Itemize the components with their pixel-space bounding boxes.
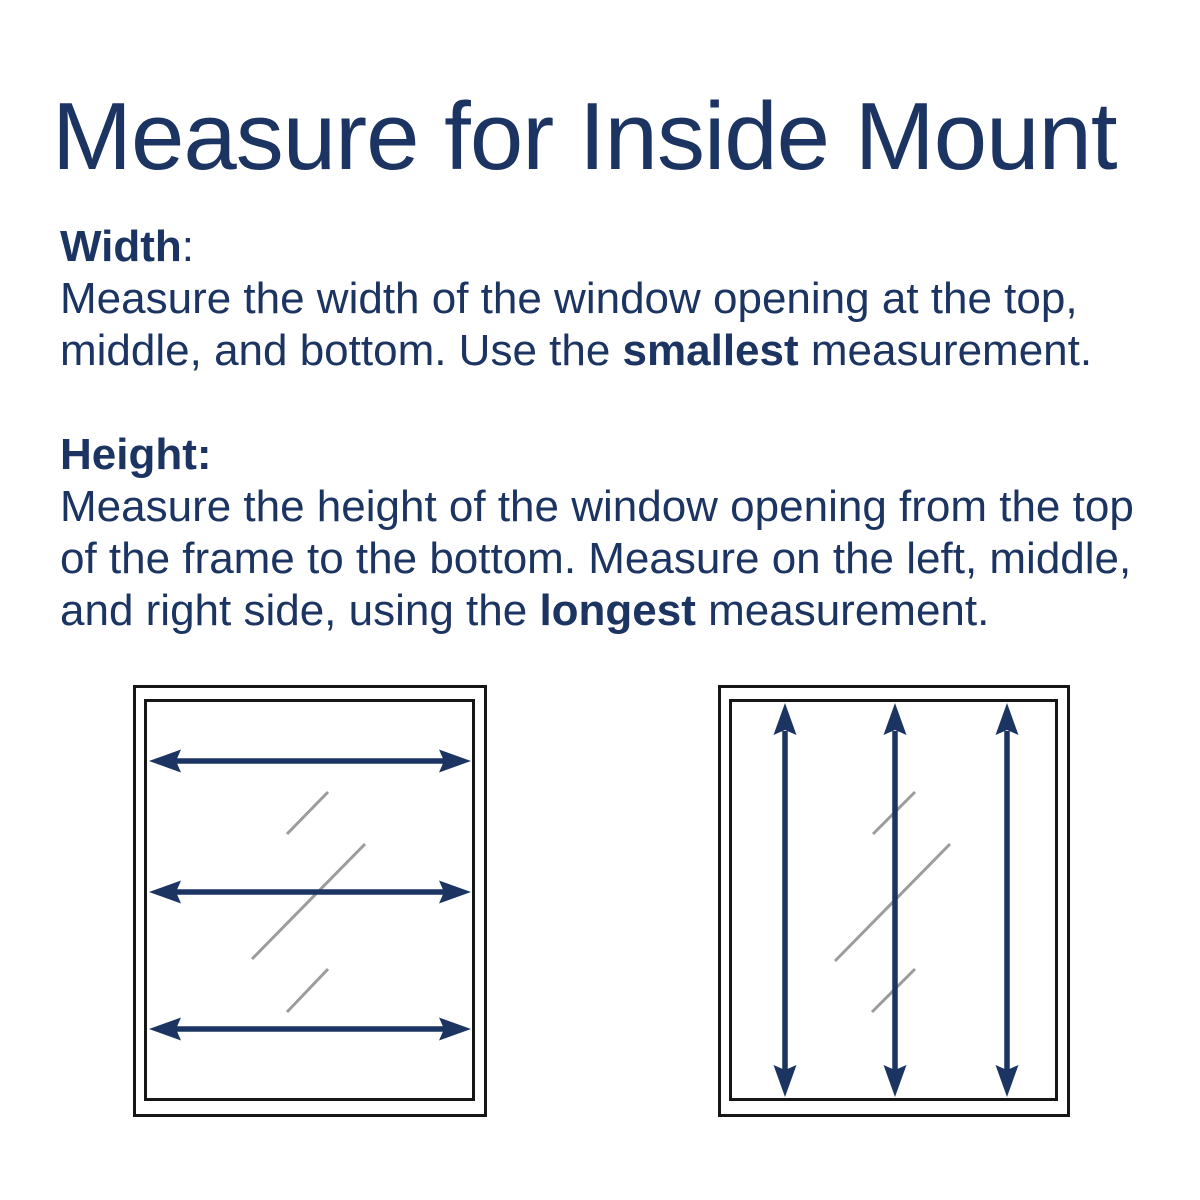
width-label: Width — [60, 222, 182, 271]
height-instruction-line-1: Measure the height of the window opening from the top — [60, 482, 1134, 531]
instructions-text-block — [60, 221, 1134, 637]
longest-emphasis: longest — [539, 586, 696, 635]
height-instruction-line-2: of the frame to the bottom. Measure on the left, middle, — [60, 534, 1132, 583]
smallest-emphasis: smallest — [622, 326, 799, 375]
width-instruction-line-1: Measure the width of the window opening at the top, — [60, 274, 1078, 323]
section-spacer — [60, 377, 1134, 429]
page-title: Measure for Inside Mount — [52, 83, 1117, 190]
width-instruction-line-2: middle, and bottom. Use the smallest measurement. — [60, 326, 1093, 375]
height-measure-window-diagram — [718, 685, 1070, 1117]
width-label-colon: : — [181, 222, 195, 271]
width-measure-window-diagram — [133, 685, 487, 1117]
height-instruction-line-3: and right side, using the longest measurement. — [60, 586, 990, 635]
width-section-heading — [60, 221, 1134, 273]
height-section-heading: Height: — [60, 430, 212, 479]
